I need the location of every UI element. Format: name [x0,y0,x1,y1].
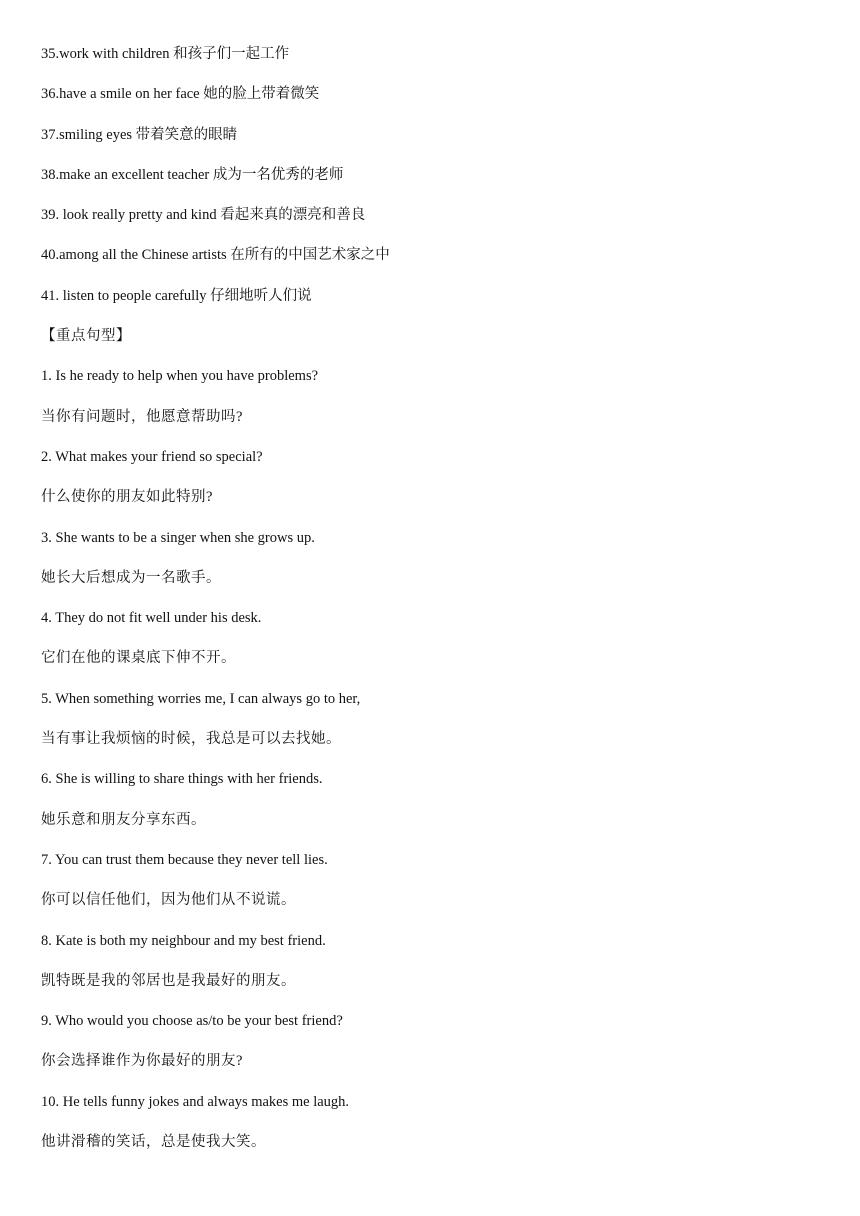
sentence-chinese: 他讲滑稽的笑话，总是使我大笑。 [41,1134,266,1151]
phrase-line: 37.smiling eyes 带着笑意的眼睛 [41,126,238,143]
document-page [41,43,821,1171]
sentence-chinese: 你会选择谁作为你最好的朋友? [41,1053,243,1070]
phrase-line: 36.have a smile on her face 她的脸上带着微笑 [41,86,320,103]
phrase-line: 38.make an excellent teacher 成为一名优秀的老师 [41,166,344,183]
sentence-english: 7. You can trust them because they never tell lies. [41,851,328,868]
sentence-english: 9. Who would you choose as/to be your best friend? [41,1013,343,1030]
sentence-english: 3. She wants to be a singer when she grows up. [41,529,315,546]
sentence-english: 2. What makes your friend so special? [41,448,263,465]
sentence-english: 6. She is willing to share things with her friends. [41,771,323,788]
phrase-line: 35.work with children 和孩子们一起工作 [41,46,290,62]
sentence-english: 1. Is he ready to help when you have problems? [41,368,319,385]
sentence-english: 10. He tells funny jokes and always makes me laugh. [41,1093,350,1110]
sentence-english: 5. When something worries me, I can always go to her, [41,690,361,707]
phrase-line: 39. look really pretty and kind 看起来真的漂亮和善良 [41,207,366,224]
sentence-chinese: 它们在他的课桌底下伸不开。 [41,650,236,667]
sentence-chinese: 当有事让我烦恼的时候，我总是可以去找她。 [41,731,341,748]
sentence-chinese: 她乐意和朋友分享东西。 [41,811,206,828]
phrase-line: 40.among all the Chinese artists 在所有的中国艺术家之中 [41,247,390,264]
sentence-english: 8. Kate is both my neighbour and my best friend. [41,932,326,949]
sentence-chinese: 你可以信任他们，因为他们从不说谎。 [41,892,296,909]
phrase-line: 41. listen to people carefully 仔细地听人们说 [41,287,312,304]
sentence-chinese: 她长大后想成为一名歌手。 [41,569,221,586]
sentence-chinese: 当你有问题时，他愿意帮助吗? [41,408,243,425]
sentence-chinese: 凯特既是我的邻居也是我最好的朋友。 [41,972,296,989]
sentence-english: 4. They do not fit well under his desk. [41,610,262,627]
section-heading: 【重点句型】 [41,328,131,345]
sentence-chinese: 什么使你的朋友如此特别? [41,489,213,506]
